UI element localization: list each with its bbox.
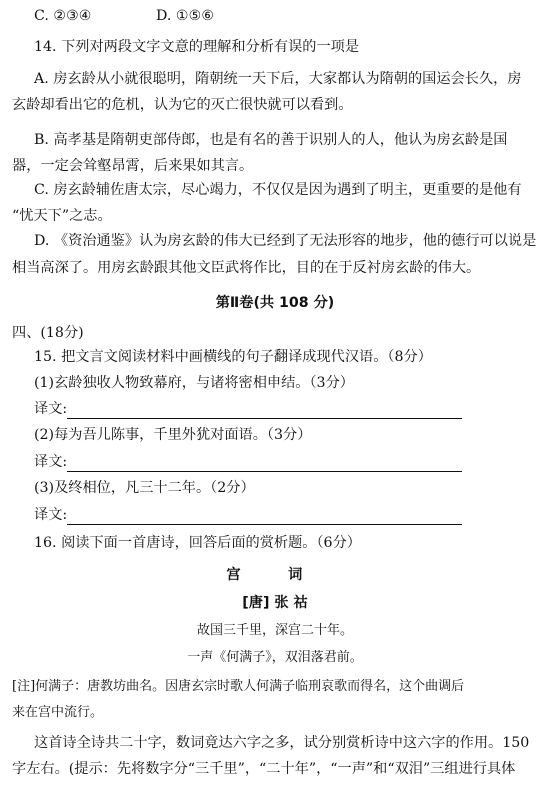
q14-option-c-line2: “忧天下”之志。 bbox=[12, 208, 112, 224]
poem-author: [唐] 张 祜 bbox=[242, 595, 308, 611]
answer-line-1[interactable] bbox=[67, 404, 462, 419]
q16-task-line2: 字左右。(提示：先将数字分“三千里”，“二十年”，“一声”和“双泪”三组进行具体 bbox=[12, 761, 516, 777]
q15-sentence-1: (1)玄龄独收人物致幕府，与诸将密相申结。（3分） bbox=[34, 375, 354, 391]
q14-option-a-line1: A. 房玄龄从小就很聪明，隋朝统一天下后，大家都认为隋朝的国运会长久，房 bbox=[34, 71, 522, 87]
answer-label: 译文: bbox=[34, 401, 68, 417]
q14-option-b-line1: B. 高孝基是隋朝吏部侍郎，也是有名的善于识别人的人，他认为房玄龄是国 bbox=[34, 132, 508, 148]
q14-option-c-line1: C. 房玄龄辅佐唐太宗，尽心竭力，不仅仅是因为遇到了明主，更重要的是他有 bbox=[34, 182, 522, 198]
q14-option-d-line1: D. 《资治通鉴》认为房玄龄的伟大已经到了无法形容的地步，他的德行可以说是 bbox=[34, 233, 537, 249]
q16-task-line1: 这首诗全诗共二十字，数词竟达六字之多，试分别赏析诗中这六字的作用。150 bbox=[34, 735, 530, 751]
q15-answer-row-2 bbox=[34, 452, 538, 472]
poem-note-line2: 来在宫中流行。 bbox=[12, 705, 104, 720]
q14-option-b-line2: 器，一定会耸壑昂霄，后来果如其言。 bbox=[12, 158, 254, 174]
option-d: D. ①⑤⑥ bbox=[156, 8, 215, 24]
q15-answer-row-1 bbox=[34, 399, 538, 419]
q16-stem: 16. 阅读下面一首唐诗，回答后面的赏析题。（6分） bbox=[34, 535, 361, 551]
q14-option-a-line2: 玄龄却看出它的危机，认为它的灭亡很快就可以看到。 bbox=[12, 97, 353, 113]
q15-stem: 15. 把文言文阅读材料中画横线的句子翻译成现代汉语。（8分） bbox=[34, 349, 432, 365]
q14-stem: 14. 下列对两段文字文意的理解和分析有误的一项是 bbox=[34, 39, 360, 55]
section-4-heading: 四、(18分) bbox=[12, 325, 84, 341]
answer-label: 译文: bbox=[34, 454, 68, 470]
q14-option-d-line2: 相当高深了。用房玄龄跟其他文臣武将作比，目的在于反衬房玄龄的伟大。 bbox=[12, 260, 481, 276]
volume-2-heading: 第Ⅱ卷(共 108 分) bbox=[215, 295, 335, 311]
poem-line-2: 一声《何满子》，双泪落君前。 bbox=[187, 650, 363, 665]
answer-line-3[interactable] bbox=[67, 510, 462, 525]
poem-note-line1: [注]何满子：唐教坊曲名。因唐玄宗时歌人何满子临刑哀歌而得名，这个曲调后 bbox=[12, 679, 465, 694]
q15-sentence-3: (3)及终相位，凡三十二年。（2分） bbox=[34, 480, 255, 496]
q15-sentence-2: (2)每为吾儿陈事，千里外犹对面语。（3分） bbox=[34, 427, 312, 443]
option-c: C. ②③④ bbox=[34, 8, 92, 24]
poem-title: 宫 词 bbox=[226, 567, 324, 583]
option-row-cd bbox=[34, 6, 538, 26]
poem-line-1: 故国三千里，深宫二十年。 bbox=[196, 623, 353, 638]
q15-answer-row-3 bbox=[34, 505, 538, 525]
answer-line-2[interactable] bbox=[67, 457, 462, 472]
answer-label: 译文: bbox=[34, 507, 68, 523]
